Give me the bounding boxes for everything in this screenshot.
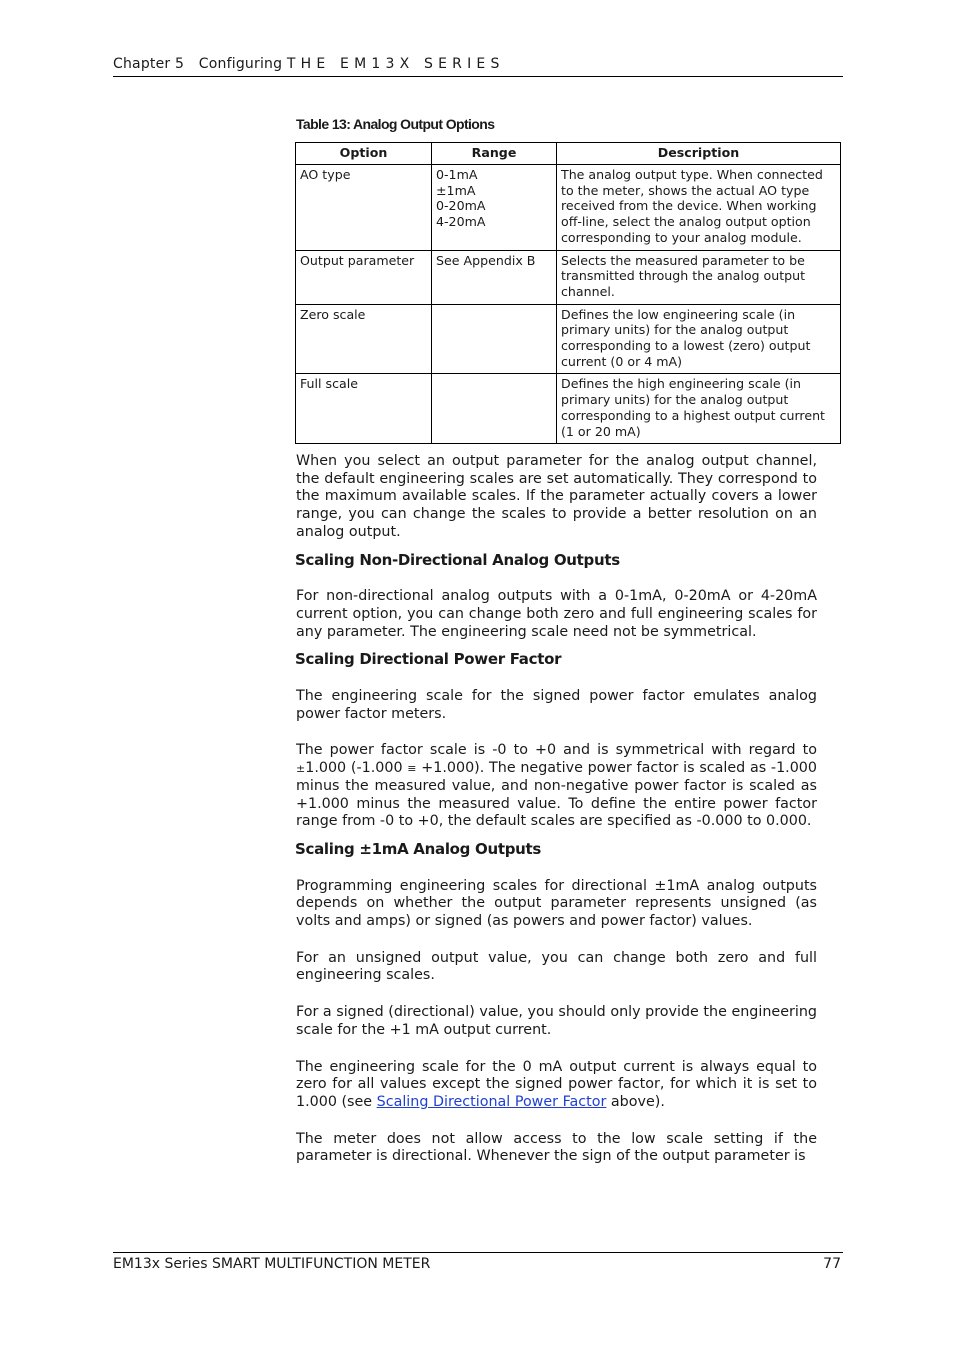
- page-header: [113, 56, 843, 77]
- paragraph-intro: When you select an output parameter for the analog output channel, the default engineering scales are set automatically. They correspond to the maximum available scales. If the parameter actually covers a lower range, you can change the scales to provide a better resolution on an analog output.: [296, 453, 817, 540]
- range-value: ±1mA: [436, 182, 476, 198]
- chapter-title-prefix: Configuring: [198, 56, 283, 72]
- paragraph-1ma-2: For an unsigned output value, you can change both zero and full engineering scales.: [296, 949, 817, 984]
- paragraph-non-directional: For non-directional analog outputs with a 0-1mA, 0-20mA or 4-20mA current option, you can change both zero and full engineering scales for any parameter. The engineering scale need not be symmetrical.: [296, 588, 817, 640]
- description-cell: The analog output type. When connected to the meter, shows the actual AO type received from the device. When working off-line, select the analog output option corresponding to your analog module.: [557, 165, 841, 251]
- chapter-title: THE EM13X SERIES: [286, 56, 505, 72]
- column-header-description: Description: [557, 143, 841, 165]
- option-cell: AO type: [296, 165, 432, 251]
- table-row: [296, 374, 841, 444]
- equivalence-symbol: ≡: [407, 762, 417, 776]
- table-row: [296, 165, 841, 251]
- text-run: above).: [606, 1093, 665, 1110]
- link-scaling-directional-power-factor[interactable]: Scaling Directional Power Factor: [376, 1093, 607, 1110]
- body-text: [296, 453, 817, 1185]
- plus-minus-symbol: ±: [296, 762, 306, 776]
- option-cell: Full scale: [296, 374, 432, 444]
- paragraph-power-factor-2: [296, 742, 817, 831]
- table-row: [296, 304, 841, 374]
- page-footer: [113, 1252, 843, 1272]
- paragraph-1ma-1: Programming engineering scales for directional ±1mA analog outputs depends on whether the output parameter represents unsigned (as volts and amps) or signed (as powers and power factor) values.: [296, 877, 817, 930]
- option-cell: Zero scale: [296, 304, 432, 374]
- table-header-row: [296, 143, 841, 165]
- chapter-number: Chapter 5: [113, 56, 185, 72]
- range-value: 0-20mA: [436, 198, 486, 214]
- heading-1ma-outputs: Scaling ±1mA Analog Outputs: [295, 839, 542, 858]
- analog-output-options-table: [295, 142, 841, 444]
- description-cell: Selects the measured parameter to be transmitted through the analog output channel.: [557, 250, 841, 304]
- range-value: 4-20mA: [436, 214, 486, 230]
- range-cell: [432, 165, 557, 251]
- paragraph-1ma-4: [296, 1059, 817, 1112]
- table-row: [296, 250, 841, 304]
- table-caption: Table 13: Analog Output Options: [296, 116, 495, 132]
- column-header-range: Range: [432, 143, 557, 165]
- text-run: +1.000). The negative power factor is scaled as -1.000 minus the measured value, and non-negative power factor is scaled as +1.000 minus the measured value. To define the entire power factor range from -0 to +0, the default scales are specified as -0.000 to 0.000.: [296, 760, 817, 830]
- option-cell: Output parameter: [296, 250, 432, 304]
- footer-product-name: EM13x Series SMART MULTIFUNCTION METER: [113, 1256, 431, 1272]
- description-cell: Defines the low engineering scale (in primary units) for the analog output corresponding to a lowest (zero) output current (0 or 4 mA): [557, 304, 841, 374]
- range-cell: [432, 304, 557, 374]
- page-number: 77: [823, 1256, 841, 1272]
- column-header-option: Option: [296, 143, 432, 165]
- text-run: The power factor scale is -0 to +0 and is symmetrical with regard to: [296, 742, 817, 759]
- paragraph-power-factor-1: The engineering scale for the signed power factor emulates analog power factor meters.: [296, 688, 817, 722]
- range-value: See Appendix B: [436, 252, 536, 268]
- heading-power-factor: Scaling Directional Power Factor: [295, 650, 562, 669]
- text-run: 1.000 (-1.000: [305, 760, 408, 777]
- paragraph-1ma-5: The meter does not allow access to the low scale setting if the parameter is directional. Whenever the sign of the output parameter is: [296, 1130, 817, 1165]
- range-value: 0-1mA: [436, 167, 478, 182]
- range-cell: [432, 374, 557, 444]
- description-cell: Defines the high engineering scale (in primary units) for the analog output corresponding to a highest output current (1 or 20 mA): [557, 374, 841, 444]
- range-cell: [432, 250, 557, 304]
- text-run: The engineering scale for the 0 mA output current is always equal to zero for all values except the signed power factor, for which it is set to 1.000 (see: [296, 1058, 817, 1110]
- heading-non-directional: Scaling Non-Directional Analog Outputs: [295, 550, 620, 569]
- paragraph-1ma-3: For a signed (directional) value, you should only provide the engineering scale for the +1 mA output current.: [296, 1004, 817, 1038]
